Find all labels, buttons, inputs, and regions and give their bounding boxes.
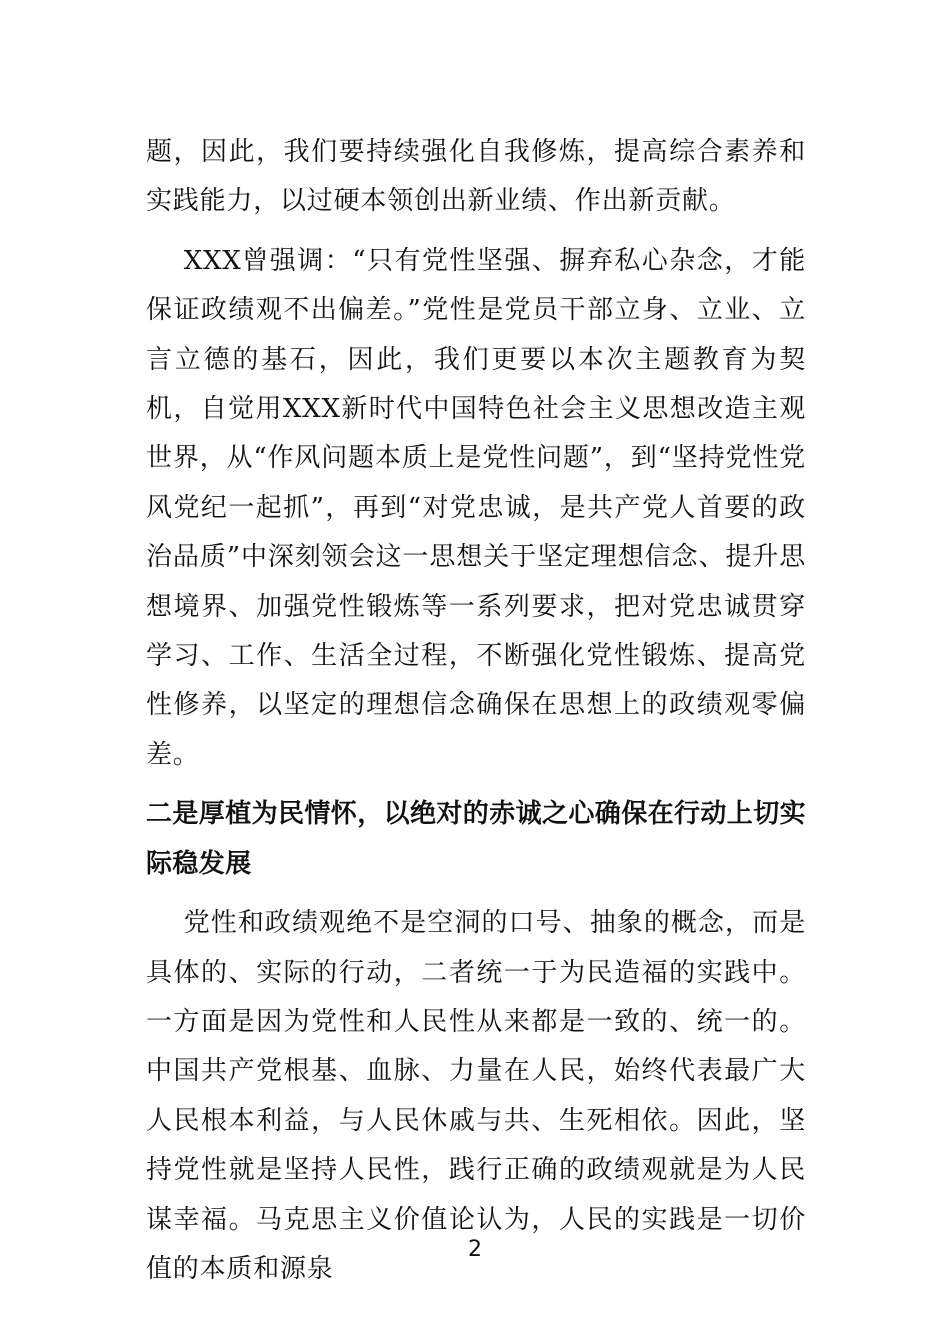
section-heading: 二是厚植为民情怀，以绝对的赤诚之心确保在行动上切实际稳发展 bbox=[146, 799, 807, 879]
paragraph-party-spirit: XXX曾强调：“只有党性坚强、摒弃私心杂念，才能保证政绩观不出偏差。”党性是党员干部立身、立业、立言立德的基石，因此，我们更要以本次主题教育为契机，自觉用XXX新时代中国特色社会主义思想改造主观世界，从“作风问题本质上是党性问题”，到“坚持党性党风党纪一起抓”，再到“对党忠诚，是共产党人首要的政治品质”中深刻领会这一思想关于坚定理想信念、提升思想境界、加强党性锻炼等一系列要求，把对党忠诚贯穿学习、工作、生活全过程，不断强化党性锻炼、提高党性修养，以坚定的理想信念确保在思想上的政绩观零偏差。 bbox=[146, 245, 806, 770]
paragraph-people-first: 党性和政绩观绝不是空洞的口号、抽象的概念，而是具体的、实际的行动，二者统一于为民造福的实践中。一方面是因为党性和人民性从来都是一致的、统一的。中国共产党根基、血脉、力量在人民，始终代表最广大人民根本利益，与人民休戚与共、生死相依。因此，坚持党性就是坚持人民性，践行正确的政绩观就是为人民谋幸福。马克思主义价值论认为，人民的实践是一切价值的本质和源泉 bbox=[146, 908, 806, 1284]
paragraph-continuation: 题，因此，我们要持续强化自我修炼，提高综合素养和实践能力，以过硬本领创出新业绩、作出新贡献。 bbox=[146, 137, 806, 217]
page-number: 2 bbox=[468, 1237, 482, 1262]
document-body bbox=[146, 128, 806, 1294]
